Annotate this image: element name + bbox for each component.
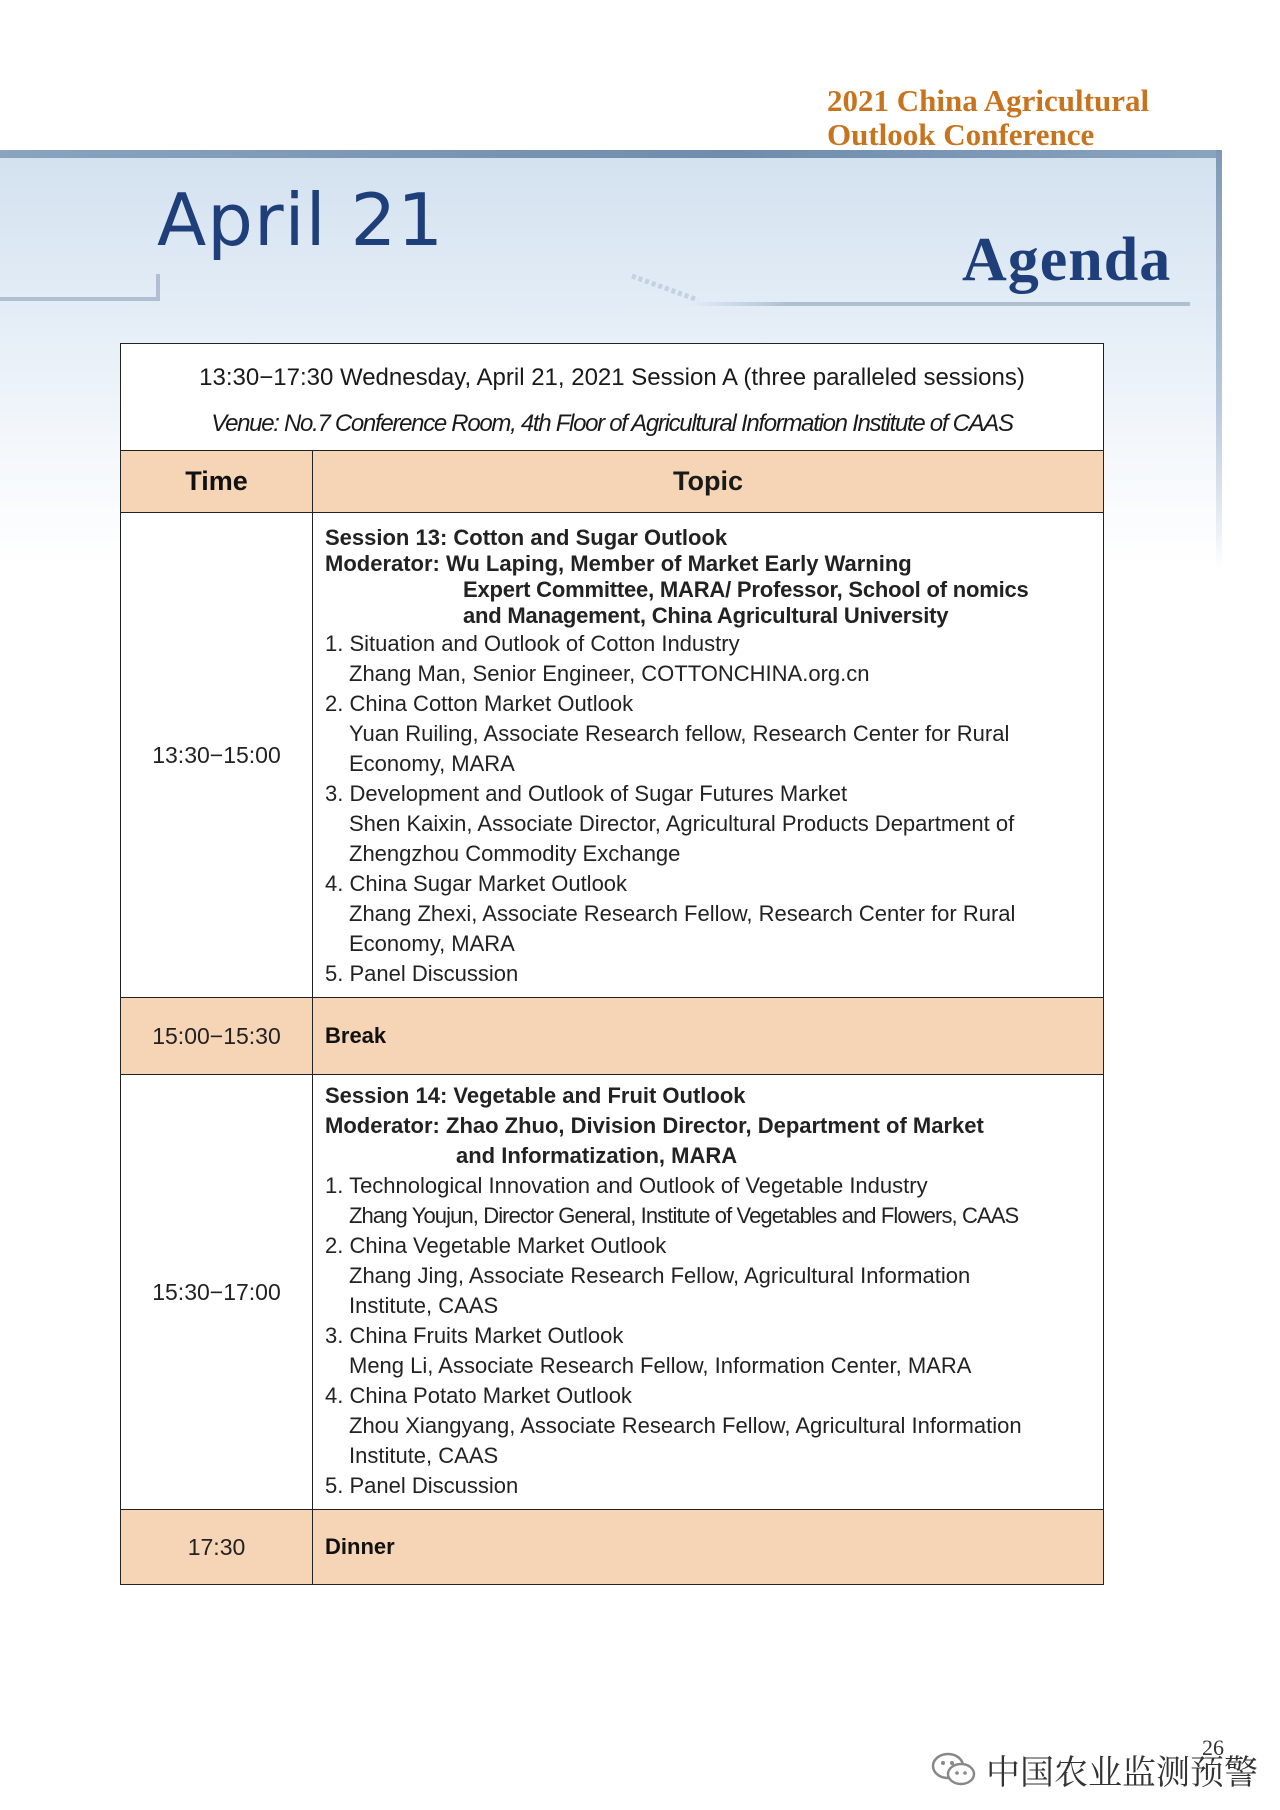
agenda-item: 5. Panel Discussion bbox=[325, 1473, 519, 1498]
break-label: Break bbox=[313, 998, 1104, 1075]
time-cell: 13:30−15:00 bbox=[121, 513, 313, 998]
moderator-line: Moderator: Wu Laping, Member of Market Early Warning bbox=[325, 551, 912, 576]
speaker-line: Economy, MARA bbox=[349, 751, 515, 776]
conference-title-line2: Outlook Conference bbox=[827, 117, 1095, 152]
agenda-item: 5. Panel Discussion bbox=[325, 961, 519, 986]
moderator-line: and Informatization, MARA bbox=[456, 1143, 738, 1168]
speaker-line: Zhang Youjun, Director General, Institute of Vegetables and Flowers, CAAS bbox=[349, 1203, 1019, 1228]
watermark-text: 中国农业监测预警 bbox=[986, 1753, 1258, 1793]
dinner-row bbox=[121, 1510, 1104, 1585]
time-cell: 15:00−15:30 bbox=[121, 998, 313, 1075]
date-heading: April 21 bbox=[157, 178, 445, 262]
agenda-item: 1. Technological Innovation and Outlook of Vegetable Industry bbox=[325, 1173, 928, 1198]
decorative-rule bbox=[690, 302, 1190, 306]
speaker-line: Zhengzhou Commodity Exchange bbox=[349, 841, 681, 866]
session-heading: 13:30−17:30 Wednesday, April 21, 2021 Session A (three paralleled sessions) bbox=[199, 364, 1025, 391]
speaker-line: Yuan Ruiling, Associate Research fellow, Research Center for Rural bbox=[349, 721, 1010, 746]
decorative-dash-icon bbox=[630, 272, 700, 302]
conference-title-line1: 2021 China Agricultural bbox=[827, 83, 1150, 118]
speaker-line: Zhang Jing, Associate Research Fellow, Agricultural Information bbox=[349, 1263, 971, 1288]
table-row bbox=[121, 1075, 1104, 1510]
speaker-line: Institute, CAAS bbox=[349, 1293, 499, 1318]
moderator-line: and Management, China Agricultural University bbox=[463, 603, 949, 628]
agenda-item: 3. Development and Outlook of Sugar Futures Market bbox=[325, 781, 848, 806]
session-title: Session 13: Cotton and Sugar Outlook bbox=[325, 525, 728, 550]
page-number: 26 bbox=[1202, 1735, 1224, 1760]
session-header-cell bbox=[121, 344, 1104, 451]
time-cell: 15:30−17:00 bbox=[121, 1075, 313, 1510]
column-header-topic: Topic bbox=[313, 451, 1104, 513]
header-right-rule bbox=[1216, 150, 1222, 570]
speaker-line: Economy, MARA bbox=[349, 931, 515, 956]
dinner-label: Dinner bbox=[313, 1510, 1104, 1585]
speaker-line: Meng Li, Associate Research Fellow, Information Center, MARA bbox=[349, 1353, 972, 1378]
time-cell: 17:30 bbox=[121, 1510, 313, 1585]
session-title: Session 14: Vegetable and Fruit Outlook bbox=[325, 1083, 746, 1108]
agenda-table bbox=[120, 343, 1104, 1585]
agenda-item: 1. Situation and Outlook of Cotton Industry bbox=[325, 631, 740, 656]
agenda-item: 3. China Fruits Market Outlook bbox=[325, 1323, 624, 1348]
agenda-heading: Agenda bbox=[962, 226, 1172, 294]
conference-title bbox=[827, 84, 1149, 152]
corner-rule-horizontal bbox=[0, 297, 158, 301]
corner-rule-vertical bbox=[156, 274, 160, 301]
speaker-line: Shen Kaixin, Associate Director, Agricultural Products Department of bbox=[349, 811, 1015, 836]
agenda-item: 4. China Sugar Market Outlook bbox=[325, 871, 628, 896]
column-header-time: Time bbox=[121, 451, 313, 513]
break-row bbox=[121, 998, 1104, 1075]
session-venue: Venue: No.7 Conference Room, 4th Floor of Agricultural Information Institute of CAAS bbox=[211, 410, 1013, 437]
column-header-row bbox=[121, 451, 1104, 513]
agenda-item: 2. China Cotton Market Outlook bbox=[325, 691, 634, 716]
speaker-line: Zhang Man, Senior Engineer, COTTONCHINA.org.cn bbox=[349, 661, 870, 686]
speaker-line: Zhou Xiangyang, Associate Research Fellow, Agricultural Information bbox=[349, 1413, 1022, 1438]
agenda-item: 2. China Vegetable Market Outlook bbox=[325, 1233, 667, 1258]
wechat-icon bbox=[930, 1750, 978, 1790]
table-row bbox=[121, 513, 1104, 998]
speaker-line: Zhang Zhexi, Associate Research Fellow, Research Center for Rural bbox=[349, 901, 1016, 926]
topic-cell bbox=[313, 1075, 1104, 1510]
speaker-line: Institute, CAAS bbox=[349, 1443, 499, 1468]
topic-cell bbox=[313, 513, 1104, 998]
session-header-row bbox=[121, 344, 1104, 451]
agenda-item: 4. China Potato Market Outlook bbox=[325, 1383, 632, 1408]
moderator-line: Moderator: Zhao Zhuo, Division Director, Department of Market bbox=[325, 1113, 984, 1138]
watermark bbox=[930, 1745, 1258, 1794]
moderator-line: Expert Committee, MARA/ Professor, School of nomics bbox=[463, 577, 1029, 602]
